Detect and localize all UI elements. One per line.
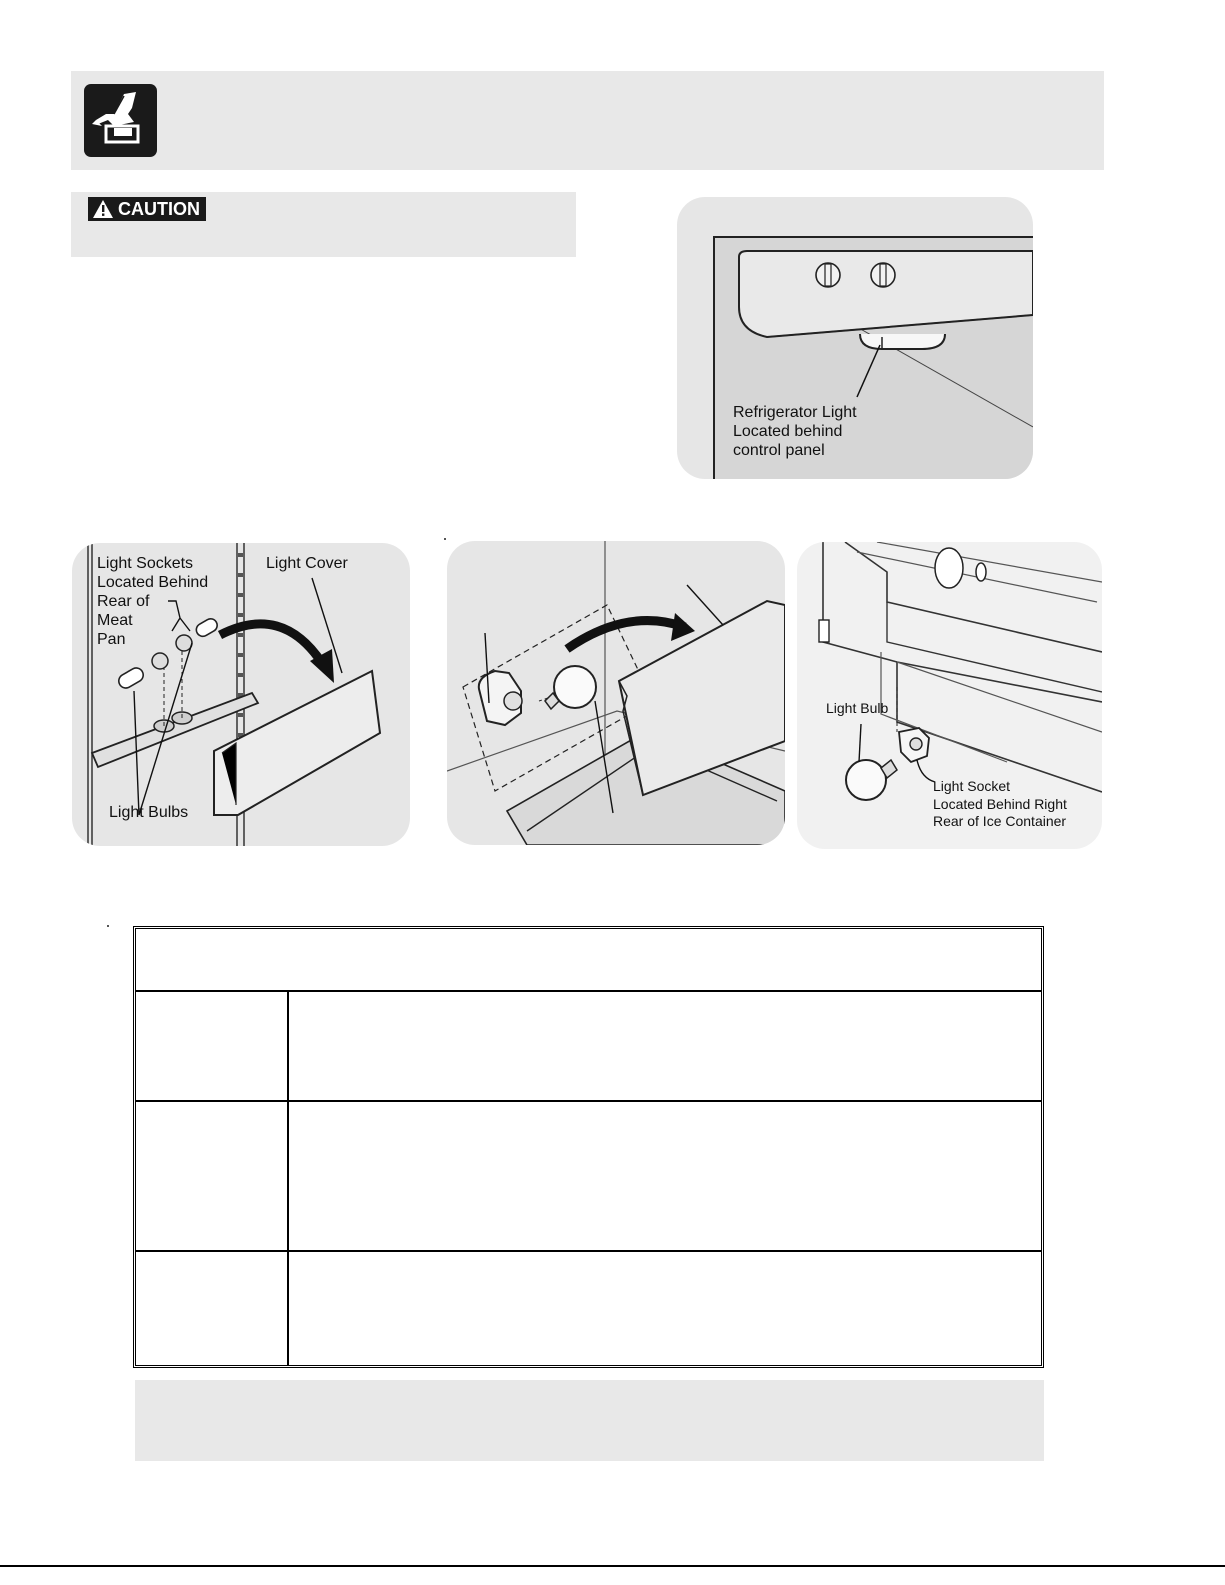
table-header-row (136, 929, 1041, 992)
light-bulb-label: Light Bulb (826, 700, 889, 716)
caution-box (71, 192, 576, 257)
light-cover-label: Light Cover (266, 555, 348, 572)
table-row (136, 992, 1041, 1102)
ice-container-light-figure (797, 542, 1102, 849)
scan-dot (444, 538, 446, 540)
warning-triangle-icon (92, 199, 114, 219)
bulb-table (133, 926, 1044, 1368)
caution-label: CAUTION (118, 199, 200, 219)
hand-pressing-icon (84, 84, 157, 157)
freezer-light-figure (447, 541, 785, 845)
table-row (136, 1102, 1041, 1252)
page-bottom-rule (0, 1565, 1225, 1567)
refrigerator-light-label: Refrigerator Light Located behind control panel (733, 404, 857, 459)
light-socket-label: Light Socket Located Behind Right Rear of Ice Container (933, 778, 1067, 829)
note-band (135, 1380, 1044, 1461)
caution-badge (88, 197, 206, 221)
table-row (136, 1252, 1041, 1365)
light-sockets-label: Light Sockets Located Behind Rear of Meat Pan (97, 555, 209, 648)
refrigerator-light-figure (677, 197, 1033, 479)
scan-dot (107, 925, 109, 927)
light-bulbs-label: Light Bulbs (109, 804, 189, 821)
table-column-divider (287, 992, 289, 1365)
meat-pan-lights-figure (72, 543, 410, 846)
header-band (71, 71, 1104, 170)
